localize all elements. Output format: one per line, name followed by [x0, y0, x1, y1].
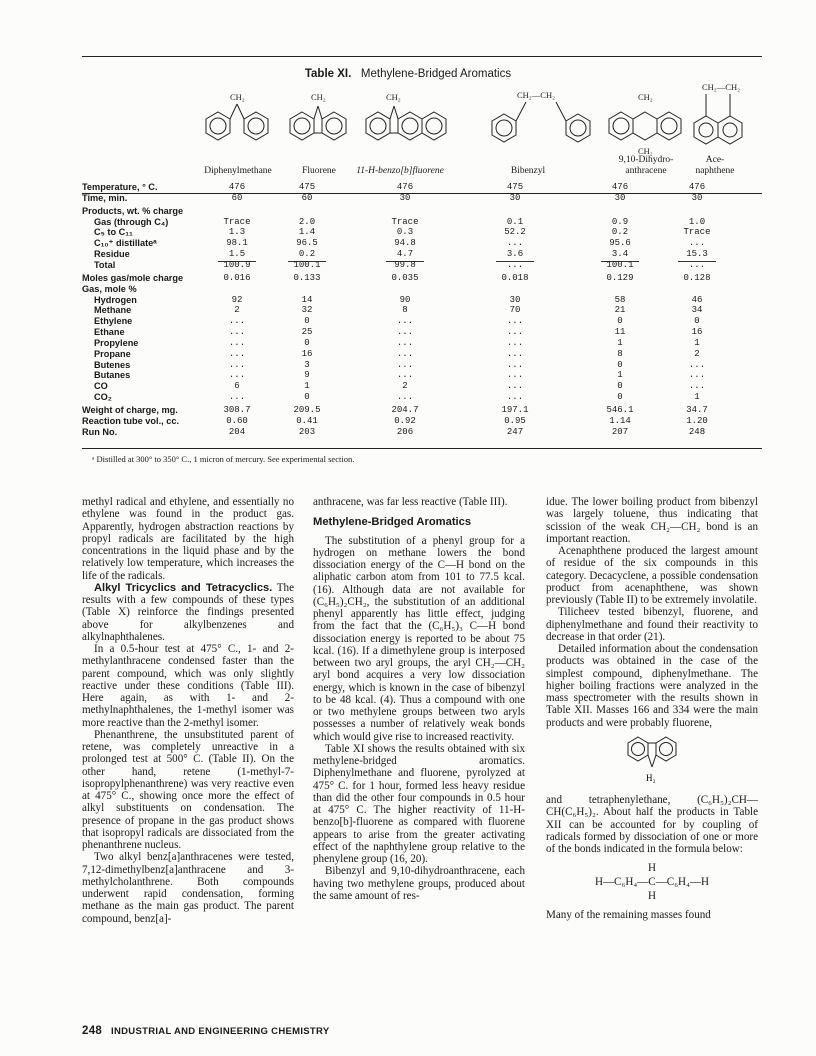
- paragraph: Two alkyl benz[a]anthracenes were tested, 7,12-dimethylbenz[a]anthracene and 3-methylcholanthrene. Both compounds underwent rapid condensation, forming methane as the main gas product. The parent compound, benz[a]-: [82, 851, 294, 925]
- table-cell: ...: [396, 370, 414, 381]
- row-label: C₁₀⁺ distillateᵃ: [94, 238, 157, 249]
- table-cell: 9: [304, 370, 310, 381]
- table-cell: 15.3: [686, 249, 708, 260]
- ch2-label: CH₂: [311, 92, 326, 102]
- table-cell: 0: [617, 359, 623, 370]
- benzofluorene-structure: [366, 106, 446, 140]
- paragraph: Many of the remaining masses found: [546, 909, 711, 922]
- row-label: Total: [94, 259, 116, 270]
- table-cell: 0: [304, 337, 310, 348]
- table-cell: 0: [694, 316, 700, 327]
- row-label: CO: [94, 381, 108, 392]
- table-cell: ...: [506, 259, 524, 270]
- table-cell: 34.7: [686, 405, 708, 415]
- compound-name: Diphenylmethane: [204, 166, 272, 176]
- table-cell: 0.035: [391, 272, 419, 283]
- formula-bottom: H: [647, 890, 656, 903]
- table-cell: 475: [506, 182, 524, 192]
- table-cell: 1.0: [688, 216, 706, 227]
- table-number: Table XI.: [304, 68, 352, 80]
- ch2ch2-label: CH₂—CH₂: [517, 90, 556, 100]
- table-cell: 476: [611, 182, 629, 192]
- table-cell: 52.2: [504, 227, 526, 238]
- table-cell: 0.60: [226, 415, 248, 426]
- table-cell: 30: [399, 192, 411, 203]
- paragraph: idue. The lower boiling product from bibenzyl was largely toluene, thus indicating that scission of the weak CH₂—CH₂ bond is an important reaction.: [546, 496, 758, 545]
- table-cell: 1.14: [609, 415, 631, 426]
- ch2-label: CH₂: [230, 92, 245, 102]
- table-cell: 2.0: [298, 216, 316, 227]
- table-bottom-rule: [82, 448, 762, 449]
- compound-name: Fluorene: [302, 166, 336, 176]
- table-cell: 2: [234, 305, 240, 316]
- text-column-2: [313, 496, 525, 902]
- compound-name: Bibenzyl: [510, 166, 546, 176]
- page-footer: [82, 1025, 329, 1037]
- acenaphthene-structure: [694, 94, 742, 144]
- table-cell: 14: [301, 294, 313, 305]
- table-cell: ...: [688, 238, 706, 249]
- table-cell: 100.9: [223, 259, 251, 270]
- table-cell: ...: [396, 327, 414, 338]
- table-cell: 34: [691, 305, 703, 316]
- table-cell: 247: [506, 426, 524, 437]
- paragraph: Detailed information about the condensation products was obtained in the case of the simplest compound, diphenylmethane. The higher boiling fractions were analyzed in the mass spectrometer with the results shown in Table XII. Masses 166 and 334 were the main products and were probably fluorene,: [546, 643, 758, 729]
- table-cell: 1.20: [686, 415, 708, 426]
- table-cell: 30: [509, 192, 521, 203]
- table-cell: 32: [301, 305, 313, 316]
- table-cell: 16: [301, 348, 313, 359]
- row-label: Ethylene: [94, 316, 133, 327]
- table-cell: 204: [228, 426, 246, 437]
- table-cell: 207: [611, 426, 629, 437]
- table-cell: 206: [396, 426, 414, 437]
- table-cell: 476: [688, 182, 706, 192]
- paragraph: Acenaphthene produced the largest amount of residue of the six compounds in this category. Decacyclene, a possible condensation product from acenaphthene, was shown previously (Table II) to be extremely involatile.: [546, 545, 758, 606]
- paragraph: The substitution of a phenyl group for a hydrogen on methane lowers the bond dissociation energy of the C—H bond on the aliphatic carbon atom from 101 to 77.5 kcal. (16). Although data are not available for (C₆H₅)₂CH₂, the substitution of an additional phenyl apparently has little effect, judging from the fact that the (C₆H₅)₃ C—H bond dissociation energy is reported to be about 75 kcal. (16). If a dimethylene group is interposed between two aryl groups, the aryl CH₂—CH₂ aryl bond acquires a very low dissociation energy, which is known in the case of bibenzyl to be 48 kcal. (4). Thus a compound with one or two methylene groups between two aryls possesses a number of relatively weak bonds which would give rise to increased reactivity.: [313, 534, 525, 743]
- table-cell: 25: [301, 327, 313, 338]
- table-cell: 58: [614, 294, 626, 305]
- row-label: Hydrogen: [94, 294, 137, 305]
- table-cell: 3: [304, 359, 310, 370]
- table-cell: 197.1: [501, 405, 529, 415]
- table-cell: 3.4: [611, 249, 629, 260]
- table-cell: ...: [688, 259, 706, 270]
- row-label: Reaction tube vol., cc.: [82, 415, 180, 426]
- table-cell: 21: [614, 305, 626, 316]
- bibenzyl-structure: [492, 102, 590, 142]
- table-cell: 11: [614, 327, 626, 338]
- table-cell: 0.016: [223, 272, 251, 283]
- table-cell: 0.1: [506, 216, 524, 227]
- table-cell: 0: [617, 381, 623, 392]
- fluorene-figure: [546, 729, 758, 791]
- table-cell: 96.5: [296, 238, 318, 249]
- fluorene-structure: [290, 106, 346, 140]
- table-cell: ...: [396, 392, 414, 403]
- row-label: CO₂: [94, 392, 112, 403]
- table-cell: 6: [234, 381, 240, 392]
- table-cell: 0.95: [504, 415, 526, 426]
- formula-middle: H—C₆H₄—C—C₆H₄—H: [594, 876, 710, 889]
- paragraph: and tetraphenylethane, (C₆H₅)₂CH—CH(C₆H₅)₂. About half the products in Table XII can be accounted for by coupling of radicals formed by dissociation of one or more of the bonds indicated in the formula below:: [546, 794, 758, 855]
- text-column-1: [82, 496, 294, 925]
- table-caption: Methylene-Bridged Aromatics: [360, 68, 512, 80]
- table-cell: ...: [228, 348, 246, 359]
- ch2-label: CH₂: [386, 92, 401, 102]
- table-cell: ...: [506, 238, 524, 249]
- table-cell: ...: [228, 370, 246, 381]
- ch2-label: CH₂: [638, 146, 653, 156]
- table-cell: 0.2: [611, 227, 629, 238]
- table-cell: 248: [688, 426, 706, 437]
- table-cell: 92: [231, 294, 243, 305]
- table-cell: Trace: [683, 227, 711, 238]
- table-cell: 209.5: [293, 405, 321, 415]
- table-cell: 95.6: [609, 238, 631, 249]
- table-cell: 0: [617, 316, 623, 327]
- paragraph: methyl radical and ethylene, and essentially no ethylene was found in the product gas. Apparently, hydrogen abstraction reactions by propyl radicals are facilitated by the high concentrations in the liquid phase and by the relatively low temperature, which increases the life of the radicals.: [82, 496, 294, 582]
- table-cell: 100.1: [293, 259, 321, 270]
- paragraph: In a 0.5-hour test at 475° C., 1- and 2-methylanthracene condensed faster than the parent compound, which was only slightly reactive under these conditions (Table III). Here again, as with 1- and 2-methylnaphthalenes, the 1-methyl isomer was more reactive than the 2-methyl isomer.: [82, 643, 294, 729]
- table-cell: ...: [506, 327, 524, 338]
- compound-name: anthracene: [625, 166, 667, 176]
- row-label: Time, min.: [82, 192, 128, 203]
- table-cell: 30: [691, 192, 703, 203]
- table-cell: 30: [614, 192, 626, 203]
- table-cell: 204.7: [391, 405, 419, 415]
- table-cell: ...: [228, 337, 246, 348]
- table-cell: ...: [506, 370, 524, 381]
- table-cell: 0: [304, 392, 310, 403]
- table-cell: 0.018: [501, 272, 529, 283]
- table-cell: 70: [509, 305, 521, 316]
- table-cell: ...: [688, 359, 706, 370]
- dihydroanthracene-structure: [609, 112, 681, 140]
- fluorene-h2-label: H₂: [646, 772, 656, 783]
- compound-name: naphthene: [695, 166, 735, 176]
- paragraph: anthracene, was far less reactive (Table III).: [313, 496, 508, 508]
- table-cell: 30: [509, 294, 521, 305]
- page-number: 248: [82, 1025, 103, 1037]
- table-cell: ...: [506, 337, 524, 348]
- table-cell: ...: [396, 337, 414, 348]
- table-cell: 60: [231, 192, 243, 203]
- paragraph: [82, 582, 294, 643]
- table-cell: 3.6: [506, 249, 524, 260]
- table-cell: 1: [617, 370, 623, 381]
- journal-name: INDUSTRIAL AND ENGINEERING CHEMISTRY: [111, 1026, 330, 1037]
- table-cell: 8: [402, 305, 408, 316]
- diphenylmethane-structure: [206, 104, 268, 140]
- table-cell: ...: [688, 381, 706, 392]
- table-cell: 0.129: [606, 272, 634, 283]
- table-cell: 98.1: [226, 238, 248, 249]
- table-cell: 475: [298, 182, 316, 192]
- table-cell: 2: [402, 381, 408, 392]
- row-label: C₅ to C₁₁: [94, 227, 133, 238]
- row-label: Propylene: [94, 337, 139, 348]
- table-cell: 100.1: [606, 259, 634, 270]
- table-cell: 0.9: [611, 216, 629, 227]
- table-cell: 46: [691, 294, 703, 305]
- table-cell: ...: [506, 359, 524, 370]
- table-cell: 94.8: [394, 238, 416, 249]
- row-label: Products, wt. % charge: [82, 205, 184, 216]
- table-cell: ...: [396, 316, 414, 327]
- table-cell: 308.7: [223, 405, 251, 415]
- table-cell: 1: [694, 337, 700, 348]
- table-cell: 1: [694, 392, 700, 403]
- table-cell: 1.5: [228, 249, 246, 260]
- table-cell: 546.1: [606, 405, 634, 415]
- paragraph: Table XI shows the results obtained with six methylene-bridged aromatics. Diphenylmethane and fluorene, pyrolyzed at 475° C. for 1 hour, formed less heavy residue than did the other four compounds in 0.5 hour at 475° C. The higher reactivity of 11-H-benzo[b]-fluorene as compared with fluorene appears to arise from the greater activating effect of the naphthylene group relative to the phenylene group (16, 20).: [313, 742, 525, 865]
- table-cell: 476: [228, 182, 246, 192]
- section-heading: Methylene-Bridged Aromatics: [313, 516, 472, 529]
- table-cell: ...: [506, 348, 524, 359]
- table-cell: 0.92: [394, 415, 416, 426]
- compound-name: 9,10-Dihydro-: [618, 155, 674, 165]
- row-label: Gas, mole %: [82, 283, 137, 294]
- row-label: Methane: [94, 305, 132, 316]
- table-cell: Trace: [223, 216, 251, 227]
- table-footnote: ᵃ Distilled at 300° to 350° C., 1 micron of mercury. See experimental section.: [92, 454, 355, 464]
- table-title: [0, 68, 816, 80]
- paragraph-text: The results with a few compounds of these types (Table X) reinforce the findings presented above for alkylbenzenes and alkylnaphthalenes.: [82, 581, 294, 643]
- table-cell: 1: [617, 337, 623, 348]
- table-cell: 203: [298, 426, 316, 437]
- table-cell: 99.8: [394, 259, 416, 270]
- table-cell: 0.128: [683, 272, 711, 283]
- table-cell: ...: [396, 359, 414, 370]
- table-cell: ...: [228, 316, 246, 327]
- table-cell: 0.2: [298, 249, 316, 260]
- table-cell: 476: [396, 182, 414, 192]
- table-cell: 1.3: [228, 227, 246, 238]
- table-cell: 0.133: [293, 272, 321, 283]
- paragraph: Tilicheev tested bibenzyl, fluorene, and diphenylmethane and found their reactivity to decrease in that order (21).: [546, 606, 758, 643]
- table-cell: ...: [228, 359, 246, 370]
- formula-block: [546, 861, 758, 903]
- table-cell: 0: [304, 316, 310, 327]
- table-cell: 1: [304, 381, 310, 392]
- row-label: Butenes: [94, 359, 131, 370]
- row-label: Run No.: [82, 426, 118, 437]
- paragraph: Bibenzyl and 9,10-dihydroanthracene, each having two methylene groups, produced about the same amount of res-: [313, 865, 525, 902]
- paragraph: Phenanthrene, the unsubstituted parent of retene, was completely unreactive in a prolonged test at 500° C. (Table II). On the other hand, retene (1-methyl-7-isopropylphenanthrene) was very reactive even at 475° C., showing once more the effect of alkyl substituents on condensation. The presence of propane in the gas product shows that isopropyl radicals are dissociated from the phenanthrene nucleus.: [82, 728, 294, 851]
- table-cell: ...: [688, 370, 706, 381]
- table-cell: Trace: [391, 216, 419, 227]
- table-cell: 90: [399, 294, 411, 305]
- compound-name: 11-H-benzo[b]fluorene: [356, 166, 444, 176]
- formula-top: H: [647, 862, 656, 875]
- table-cell: ...: [506, 392, 524, 403]
- top-rule: [82, 56, 762, 57]
- row-label: Propane: [94, 348, 131, 359]
- row-label: Gas (through C₄): [94, 216, 169, 227]
- table-cell: 1.4: [298, 227, 316, 238]
- table-cell: 0: [617, 392, 623, 403]
- table-cell: 8: [617, 348, 623, 359]
- table-cell: ...: [506, 316, 524, 327]
- row-label: Weight of charge, mg.: [82, 405, 178, 415]
- row-label: Butanes: [94, 370, 131, 381]
- run-in-heading: Alkyl Tricyclics and Tetracyclics.: [94, 581, 273, 594]
- ch2-label: CH₂: [638, 92, 653, 102]
- row-label: Temperature, ° C.: [82, 182, 158, 192]
- table-cell: 4.7: [396, 249, 414, 260]
- text-column-3: [546, 496, 758, 922]
- table-cell: 0.3: [396, 227, 414, 238]
- compound-name: Ace-: [705, 155, 725, 165]
- table-cell: ...: [228, 392, 246, 403]
- table-cell: ...: [506, 381, 524, 392]
- table-cell: 16: [691, 327, 703, 338]
- ch2ch2-label: CH₂—CH₂: [702, 82, 741, 92]
- row-label: Moles gas/mole charge: [82, 272, 184, 283]
- row-label: Residue: [94, 249, 130, 260]
- table-cell: ...: [396, 348, 414, 359]
- table-cell: 2: [694, 348, 700, 359]
- table-cell: 60: [301, 192, 313, 203]
- table-cell: 0.41: [296, 415, 318, 426]
- table-cell: ...: [228, 327, 246, 338]
- row-label: Ethane: [94, 327, 125, 338]
